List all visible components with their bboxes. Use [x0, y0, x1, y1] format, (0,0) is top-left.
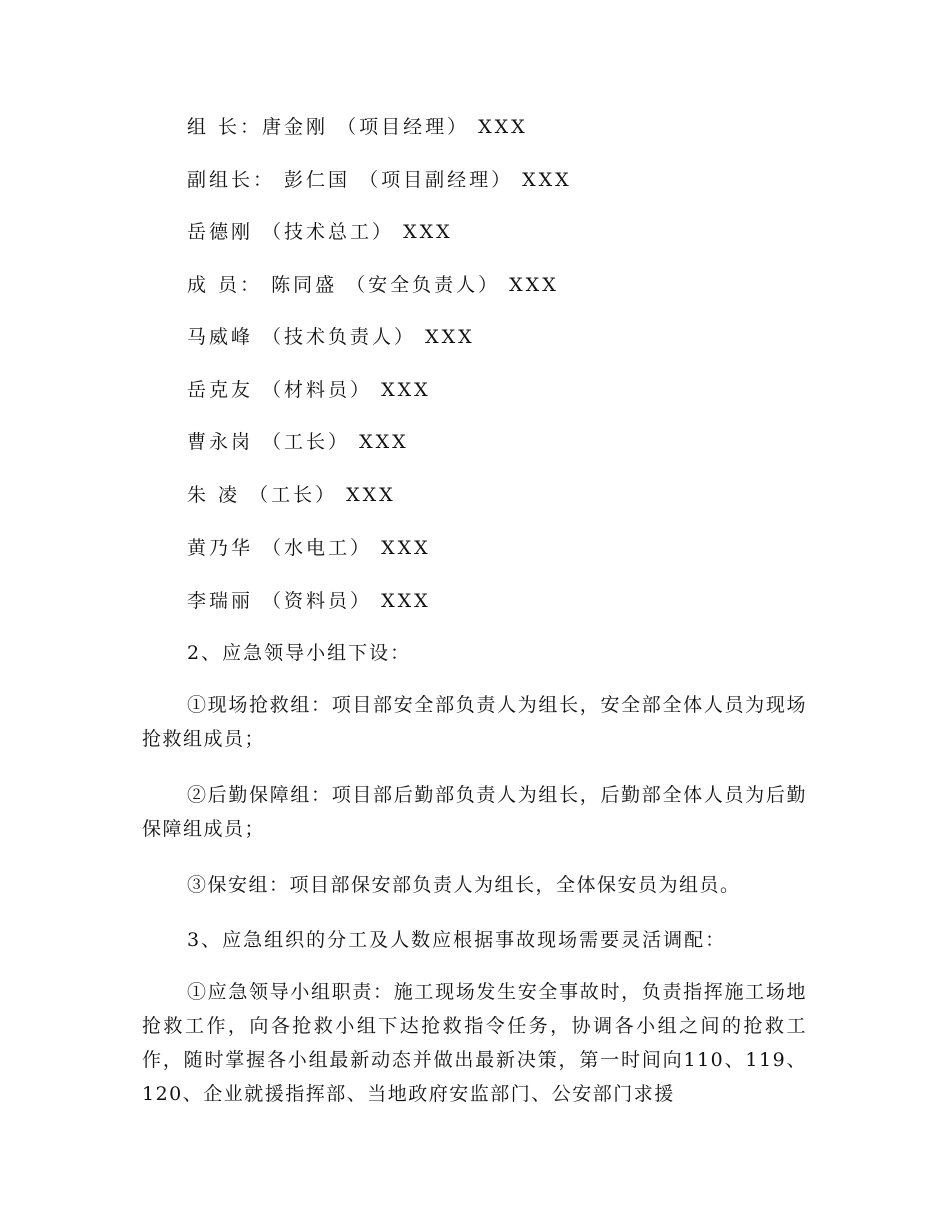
section-2-item-2: ②后勤保障组：项目部后勤部负责人为组长，后勤部全体人员为后勤保障组成员； — [142, 784, 807, 840]
member-line-member-3: 岳克友 （材料员） XXX — [187, 379, 431, 401]
section-2-item-3: ③保安组：项目部保安部负责人为组长，全体保安员为组员。 — [187, 874, 741, 896]
member-line-deputy-1: 副组长： 彭仁国 （项目副经理） XXX — [187, 169, 572, 191]
member-line-deputy-2: 岳德刚 （技术总工） XXX — [187, 221, 453, 243]
member-line-member-2: 马威峰 （技术负责人） XXX — [187, 326, 475, 348]
section-2-heading: 2、应急领导小组下设： — [187, 642, 412, 664]
section-2-item-1: ①现场抢救组：项目部安全部负责人为组长，安全部全体人员为现场抢救组成员； — [142, 694, 807, 750]
member-line-member-1: 成 员： 陈同盛 （安全负责人） XXX — [187, 274, 559, 296]
member-line-member-5: 朱 凌 （工长） XXX — [187, 484, 396, 506]
member-line-leader: 组 长：唐金刚 （项目经理） XXX — [187, 116, 528, 138]
member-line-member-6: 黄乃华 （水电工） XXX — [187, 537, 431, 559]
member-line-member-7: 李瑞丽 （资料员） XXX — [187, 590, 431, 612]
section-3-item-1: ①应急领导小组职责：施工现场发生安全事故时，负责指挥施工场地抢救工作，向各抢救小组下达抢救指令任务，协调各小组之间的抢救工作，随时掌握各小组最新动态并做出最新决策，第一时间向110、119、120、企业就援指挥部、当地政府安监部门、公安部门求援 — [142, 981, 807, 1105]
section-3-heading: 3、应急组织的分工及人数应根据事故现场需要灵活调配： — [187, 929, 727, 951]
member-line-member-4: 曹永岗 （工长） XXX — [187, 431, 409, 453]
